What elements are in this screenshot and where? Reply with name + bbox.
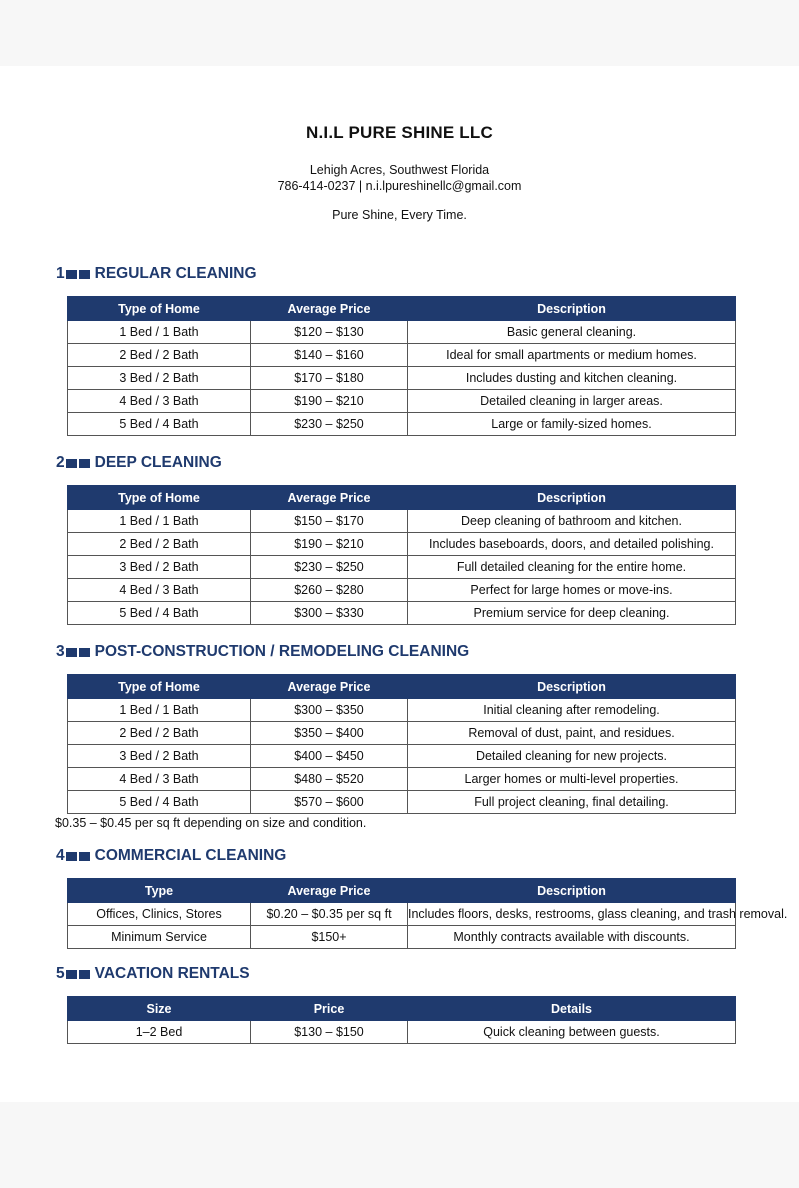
table-cell: Larger homes or multi-level properties.	[408, 768, 736, 791]
table-cell: 1 Bed / 1 Bath	[68, 699, 251, 722]
table-cell: 2 Bed / 2 Bath	[68, 344, 251, 367]
table-cell: Includes dusting and kitchen cleaning.	[408, 367, 736, 390]
column-header: Type	[68, 879, 251, 903]
column-header: Price	[251, 997, 408, 1021]
company-location: Lehigh Acres, Southwest Florida	[309, 163, 490, 177]
table-cell: Basic general cleaning.	[408, 321, 736, 344]
table-cell: Quick cleaning between guests.	[408, 1021, 736, 1044]
table-cell: Full detailed cleaning for the entire home.	[408, 556, 736, 579]
column-header: Details	[408, 997, 736, 1021]
table-row	[68, 321, 736, 344]
section-number: 2	[56, 454, 65, 471]
vacation-rentals-table	[67, 996, 736, 1044]
table-row	[68, 510, 736, 533]
table-header-row	[68, 997, 736, 1021]
table-cell: $140 – $160	[251, 344, 408, 367]
table-cell: Includes baseboards, doors, and detailed polishing.	[408, 533, 736, 556]
table-header-row	[68, 675, 736, 699]
table-cell: $150 – $170	[251, 510, 408, 533]
table-cell: 1 Bed / 1 Bath	[68, 510, 251, 533]
table-cell: 4 Bed / 3 Bath	[68, 768, 251, 791]
table-row	[68, 745, 736, 768]
table-header-row	[68, 879, 736, 903]
square-bullets-icon	[66, 459, 90, 468]
section-title: DEEP CLEANING	[94, 454, 222, 471]
table-cell: 5 Bed / 4 Bath	[68, 602, 251, 625]
table-cell: $190 – $210	[251, 390, 408, 413]
table-cell: Offices, Clinics, Stores	[68, 903, 251, 926]
table-cell: 1–2 Bed	[68, 1021, 251, 1044]
column-header: Average Price	[251, 297, 408, 321]
table-cell: $150+	[251, 926, 408, 949]
table-cell: $120 – $130	[251, 321, 408, 344]
table-cell: Detailed cleaning for new projects.	[408, 745, 736, 768]
table-cell: Detailed cleaning in larger areas.	[408, 390, 736, 413]
table-cell: 3 Bed / 2 Bath	[68, 367, 251, 390]
table-row	[68, 367, 736, 390]
table-cell: $170 – $180	[251, 367, 408, 390]
table-cell: $230 – $250	[251, 413, 408, 436]
table-row	[68, 722, 736, 745]
section-number: 4	[56, 847, 65, 864]
table-row	[68, 926, 736, 949]
section-heading-post-construction	[56, 643, 469, 661]
table-cell: $400 – $450	[251, 745, 408, 768]
section-title: POST-CONSTRUCTION / REMODELING CLEANING	[94, 643, 470, 660]
square-bullets-icon	[66, 970, 90, 979]
section-heading-vacation-rentals	[56, 965, 250, 983]
table-cell: $230 – $250	[251, 556, 408, 579]
square-bullets-icon	[66, 270, 90, 279]
table-cell: $190 – $210	[251, 533, 408, 556]
column-header: Description	[408, 297, 736, 321]
table-row	[68, 390, 736, 413]
commercial-cleaning-table	[67, 878, 788, 949]
table-cell: 2 Bed / 2 Bath	[68, 722, 251, 745]
table-row	[68, 579, 736, 602]
table-row	[68, 768, 736, 791]
table-row	[68, 602, 736, 625]
table-row	[68, 533, 736, 556]
table-cell: Monthly contracts available with discounts.	[408, 926, 736, 949]
table-row	[68, 699, 736, 722]
section-number: 5	[56, 965, 65, 982]
table-cell: 4 Bed / 3 Bath	[68, 579, 251, 602]
table-cell: $570 – $600	[251, 791, 408, 814]
table-cell: 3 Bed / 2 Bath	[68, 556, 251, 579]
column-header: Average Price	[251, 879, 408, 903]
table-cell: $300 – $330	[251, 602, 408, 625]
section-number: 1	[56, 265, 65, 282]
regular-cleaning-table	[67, 296, 736, 436]
post-construction-table	[67, 674, 736, 814]
section-heading-regular-cleaning	[56, 265, 257, 283]
table-cell: $260 – $280	[251, 579, 408, 602]
table-cell: $130 – $150	[251, 1021, 408, 1044]
section-heading-deep-cleaning	[56, 454, 222, 472]
table-row	[68, 1021, 736, 1044]
table-cell: Premium service for deep cleaning.	[408, 602, 736, 625]
table-cell: 1 Bed / 1 Bath	[68, 321, 251, 344]
deep-cleaning-table	[67, 485, 736, 625]
table-cell: $300 – $350	[251, 699, 408, 722]
company-contact: 786-414-0237 | n.i.lpureshinellc@gmail.com	[277, 179, 522, 193]
table-cell: Minimum Service	[68, 926, 251, 949]
company-name: N.I.L PURE SHINE LLC	[306, 123, 493, 142]
table-cell: Perfect for large homes or move-ins.	[408, 579, 736, 602]
company-tagline: Pure Shine, Every Time.	[332, 208, 467, 222]
column-header: Average Price	[251, 675, 408, 699]
square-bullets-icon	[66, 852, 90, 861]
section-title: VACATION RENTALS	[94, 965, 250, 982]
table-header-row	[68, 486, 736, 510]
table-cell: Large or family-sized homes.	[408, 413, 736, 436]
column-header: Description	[408, 675, 736, 699]
column-header: Type of Home	[68, 675, 251, 699]
section-title: COMMERCIAL CLEANING	[94, 847, 287, 864]
table-cell: Ideal for small apartments or medium homes.	[408, 344, 736, 367]
column-header: Size	[68, 997, 251, 1021]
table-cell: $350 – $400	[251, 722, 408, 745]
table-cell: Includes floors, desks, restrooms, glass cleaning, and trash removal.	[408, 903, 736, 926]
table-cell: Deep cleaning of bathroom and kitchen.	[408, 510, 736, 533]
table-cell: Initial cleaning after remodeling.	[408, 699, 736, 722]
table-row	[68, 791, 736, 814]
square-bullets-icon	[66, 648, 90, 657]
table-cell: 4 Bed / 3 Bath	[68, 390, 251, 413]
table-cell: $0.20 – $0.35 per sq ft	[251, 903, 408, 926]
table-cell: Full project cleaning, final detailing.	[408, 791, 736, 814]
column-header: Type of Home	[68, 486, 251, 510]
table-row	[68, 344, 736, 367]
column-header: Type of Home	[68, 297, 251, 321]
table-row	[68, 903, 736, 926]
column-header: Description	[408, 879, 736, 903]
column-header: Description	[408, 486, 736, 510]
table-cell: 3 Bed / 2 Bath	[68, 745, 251, 768]
table-row	[68, 413, 736, 436]
section-heading-commercial-cleaning	[56, 847, 286, 865]
column-header: Average Price	[251, 486, 408, 510]
section-title: REGULAR CLEANING	[94, 265, 257, 282]
table-header-row	[68, 297, 736, 321]
section-number: 3	[56, 643, 65, 660]
table-cell: 5 Bed / 4 Bath	[68, 413, 251, 436]
table-cell: $480 – $520	[251, 768, 408, 791]
table-cell: 2 Bed / 2 Bath	[68, 533, 251, 556]
table-cell: Removal of dust, paint, and residues.	[408, 722, 736, 745]
sq-ft-pricing-note: $0.35 – $0.45 per sq ft depending on size and condition.	[55, 816, 367, 830]
table-cell: 5 Bed / 4 Bath	[68, 791, 251, 814]
table-row	[68, 556, 736, 579]
